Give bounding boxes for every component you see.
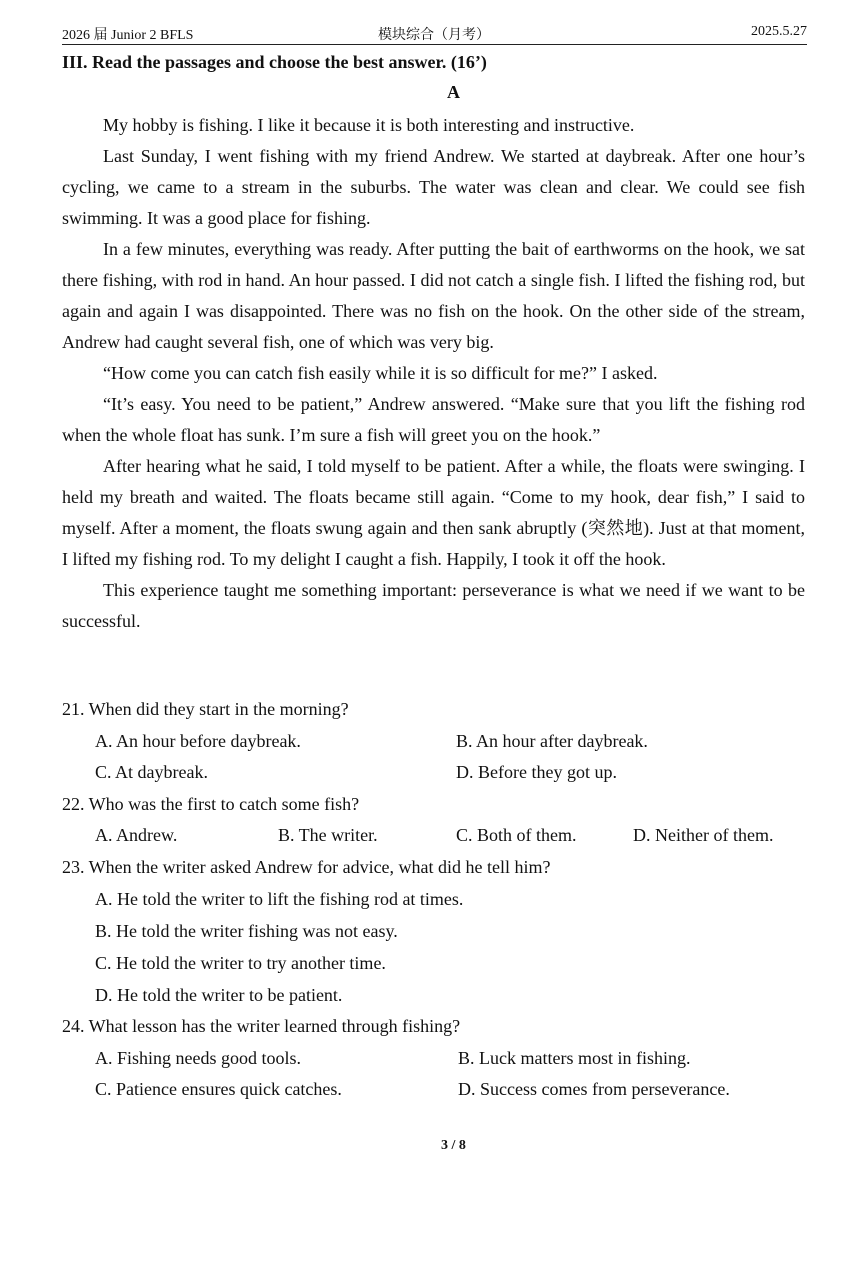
question-stem: 23. When the writer asked Andrew for advice, what did he tell him?	[62, 856, 551, 877]
option-a: A. Fishing needs good tools.	[95, 1047, 302, 1068]
header-date: 2025.5.27	[751, 24, 807, 39]
option-row	[62, 757, 807, 789]
option-c: C. He told the writer to try another time.	[95, 953, 386, 973]
option-row	[62, 1043, 807, 1075]
question-stem: 22. Who was the first to catch some fish?	[62, 793, 360, 814]
page-number: 3 / 8	[441, 1138, 466, 1153]
section-title: III. Read the passages and choose the best answer. (16’)	[62, 52, 487, 72]
option-b: B. Luck matters most in fishing.	[458, 1047, 691, 1068]
option-d: D. Before they got up.	[456, 762, 617, 782]
header-class-label: 2026 届 Junior 2 BFLS	[62, 28, 194, 43]
paragraph: “How come you can catch fish easily while it is so difficult for me?” I asked.	[103, 363, 658, 383]
paragraph: “It’s easy. You need to be patient,” Andrew answered. “Make sure that you lift the fishing rod when the whole float has sunk. I’m sure a fish will greet you on the hook.”	[62, 394, 805, 445]
option-d: D. Neither of them.	[633, 825, 774, 845]
option-row	[62, 1074, 807, 1106]
option-d: D. He told the writer to be patient.	[95, 985, 343, 1005]
option-d: D. Success comes from perseverance.	[458, 1079, 730, 1099]
header-exam-title: 模块综合（月考）	[378, 28, 490, 43]
question-22	[62, 789, 807, 852]
paragraph: In a few minutes, everything was ready. After putting the bait of earthworms on the hook, we sat there fishing, with rod in hand. An hour passed. I did not catch a single fish. I lifted the fishing rod, but again and again I was disappointed. There was no fish on the hook. On the other side of the stream, Andrew had caught several fish, one of which was very big.	[62, 239, 805, 352]
question-23	[62, 852, 807, 1012]
passage-body	[62, 110, 805, 637]
paragraph: This experience taught me something important: perseverance is what we need if we want to be successful.	[62, 580, 805, 631]
question-21	[62, 694, 807, 789]
paragraph: Last Sunday, I went fishing with my friend Andrew. We started at daybreak. After one hour’s cycling, we came to a stream in the suburbs. The water was clean and clear. We could see fish swimming. It was a good place for fishing.	[62, 146, 805, 228]
question-stem: 21. When did they start in the morning?	[62, 699, 349, 719]
page-header	[62, 22, 807, 45]
paragraph: My hobby is fishing. I like it because it is both interesting and instructive.	[103, 115, 635, 135]
option-c: C. Patience ensures quick catches.	[95, 1079, 342, 1099]
option-a: A. He told the writer to lift the fishing rod at times.	[95, 889, 464, 909]
paragraph: After hearing what he said, I told myself to be patient. After a while, the floats were swinging. I held my breath and waited. The floats became still again. “Come to my hook, dear fish,” I said to myself. After a moment, the floats swung again and then sank abruptly (突然地). Just at that moment, I lifted my fishing rod. To my delight I caught a fish. Happily, I took it off the hook.	[62, 456, 805, 569]
option-a: A. Andrew.	[95, 825, 178, 845]
option-a: A. An hour before daybreak.	[95, 730, 301, 751]
question-24	[62, 1011, 807, 1106]
question-list	[62, 694, 807, 1106]
option-row	[62, 820, 807, 852]
option-c: C. Both of them.	[456, 825, 577, 845]
question-stem: 24. What lesson has the writer learned through fishing?	[62, 1016, 461, 1036]
option-b: B. He told the writer fishing was not easy.	[95, 921, 398, 941]
option-c: C. At daybreak.	[95, 762, 208, 782]
option-b: B. The writer.	[278, 825, 378, 845]
passage-letter: A	[447, 82, 460, 102]
option-row	[62, 726, 807, 758]
option-b: B. An hour after daybreak.	[456, 730, 648, 751]
